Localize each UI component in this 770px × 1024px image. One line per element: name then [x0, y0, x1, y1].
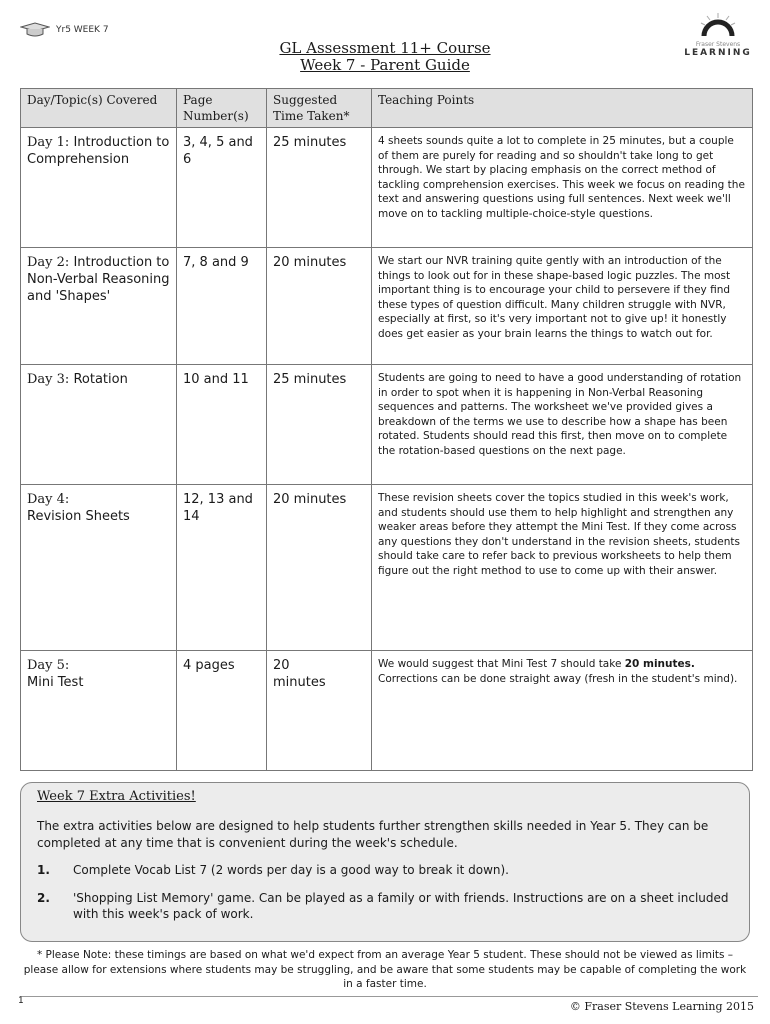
- teaching-points-cell: 4 sheets sounds quite a lot to complete in 25 minutes, but a couple of them are purely for reading and so shouldn't take long to get through. We start by placing emphasis on the correct method of tackling comprehension exercises. This week we focus on reading the text and answering questions using full sentences. Next week we'll move on to tackling multiple-choice-style questions.: [372, 128, 753, 248]
- page-number: 1: [18, 996, 24, 1006]
- teaching-points-cell: Students are going to need to have a good understanding of rotation in order to spot when it is happening in Non-Verbal Reasoning sequences and patterns. The worksheet we've provided gives a breakdown of the terms we use to describe how a shape has been rotated. Students should read this first, then move on to complete the rotation-based questions on the next page.: [372, 365, 753, 485]
- page-title: [0, 40, 770, 74]
- weekly-schedule-table: [20, 88, 753, 771]
- table-row: [21, 485, 753, 651]
- logo-brand-name: Fraser Stevens: [695, 41, 741, 48]
- table-row: [21, 365, 753, 485]
- day-label: Day 3:: [27, 372, 70, 387]
- list-item-number: 1.: [37, 863, 50, 877]
- course-title: GL Assessment 11+ Course: [279, 39, 491, 57]
- graduation-cap-icon: [20, 22, 50, 38]
- page-numbers-cell: 10 and 11: [177, 365, 267, 485]
- page-numbers-cell: 7, 8 and 9: [177, 248, 267, 365]
- points-time-emphasis: 20 minutes.: [624, 658, 695, 670]
- table-row: [21, 651, 753, 771]
- day-label: Day 5:: [27, 658, 70, 673]
- logo-learning-word: LEARNING: [684, 48, 752, 58]
- day-label: Day 4:: [27, 492, 70, 507]
- page-numbers-cell: 12, 13 and 14: [177, 485, 267, 651]
- day-label: Day 1:: [27, 135, 70, 150]
- header-page-numbers: Page Number(s): [177, 89, 267, 128]
- extra-activities-heading: Week 7 Extra Activities!: [37, 789, 196, 804]
- page-numbers-cell: 3, 4, 5 and 6: [177, 128, 267, 248]
- year-week-label: Yr5 WEEK 7: [56, 25, 109, 35]
- fraser-stevens-logo: [678, 12, 758, 62]
- teaching-points-cell: These revision sheets cover the topics studied in this week's work, and students should use them to help highlight and strengthen any weaker areas before they attempt the Mini Test. If they come across any questions they don't understand in the revision sheets, students should take care to refer back to previous worksheets to help them figure out the right method to use to come up with their answer.: [372, 485, 753, 651]
- table-header-row: [21, 89, 753, 128]
- sun-logo-icon: [698, 12, 738, 38]
- topic-text: Introduction to Comprehension: [27, 135, 170, 167]
- day-topic-cell: [21, 651, 177, 771]
- footer-divider: [20, 996, 758, 997]
- header-suggested-time: Suggested Time Taken*: [267, 89, 372, 128]
- header-teaching-points: Teaching Points: [372, 89, 753, 128]
- extra-activities-intro: The extra activities below are designed to help students further strengthen skills needed in Year 5. They can be completed at any time that is convenient during the week's schedule.: [37, 819, 709, 850]
- list-item: [37, 890, 733, 922]
- list-item: [37, 862, 733, 878]
- teaching-points-cell: We start our NVR training quite gently with an introduction of the things to look out for in these shape-based logic puzzles. The most important thing is to encourage your child to persevere if they find these types of question difficult. Many children struggle with NVR, especially at first, so it's very important not to give up! it honestly does get easier as your brain learns the things to watch out for.: [372, 248, 753, 365]
- timing-note: * Please Note: these timings are based on what we'd expect from an average Year 5 student. These should not be viewed as limits – please allow for extensions where students may be struggling, and be aware that some students may be capable of completing the work in a faster time.: [23, 949, 747, 990]
- time-cell: 20 minutes: [267, 485, 372, 651]
- day-topic-cell: [21, 248, 177, 365]
- topic-text: Mini Test: [27, 675, 84, 690]
- topic-text: Rotation: [73, 372, 128, 387]
- topic-text: Revision Sheets: [27, 509, 130, 524]
- time-cell: 25 minutes: [267, 365, 372, 485]
- copyright-notice: © Fraser Stevens Learning 2015: [569, 1000, 754, 1013]
- list-item-number: 2.: [37, 891, 50, 905]
- day-topic-cell: [21, 485, 177, 651]
- table-row: [21, 128, 753, 248]
- time-cell: 20 minutes: [267, 651, 372, 771]
- time-cell: 20 minutes: [267, 248, 372, 365]
- day-topic-cell: [21, 128, 177, 248]
- list-item-text: 'Shopping List Memory' game. Can be played as a family or with friends. Instructions are on a sheet included with this week's pack of work.: [73, 891, 729, 921]
- teaching-points-cell: [372, 651, 753, 771]
- points-text-start: We would suggest that Mini Test 7 should take: [378, 658, 625, 670]
- day-topic-cell: [21, 365, 177, 485]
- year-week-tag: [20, 22, 109, 38]
- points-text-end: Corrections can be done straight away (fresh in the student's mind).: [378, 672, 738, 685]
- topic-text: Introduction to Non-Verbal Reasoning and 'Shapes': [27, 255, 170, 304]
- extra-activities-box: [20, 782, 750, 942]
- guide-title: Week 7 - Parent Guide: [300, 56, 470, 74]
- header-day-topic: Day/Topic(s) Covered: [21, 89, 177, 128]
- time-cell: 25 minutes: [267, 128, 372, 248]
- day-label: Day 2:: [27, 255, 70, 270]
- list-item-text: Complete Vocab List 7 (2 words per day is a good way to break it down).: [73, 863, 509, 877]
- page-numbers-cell: 4 pages: [177, 651, 267, 771]
- table-row: [21, 248, 753, 365]
